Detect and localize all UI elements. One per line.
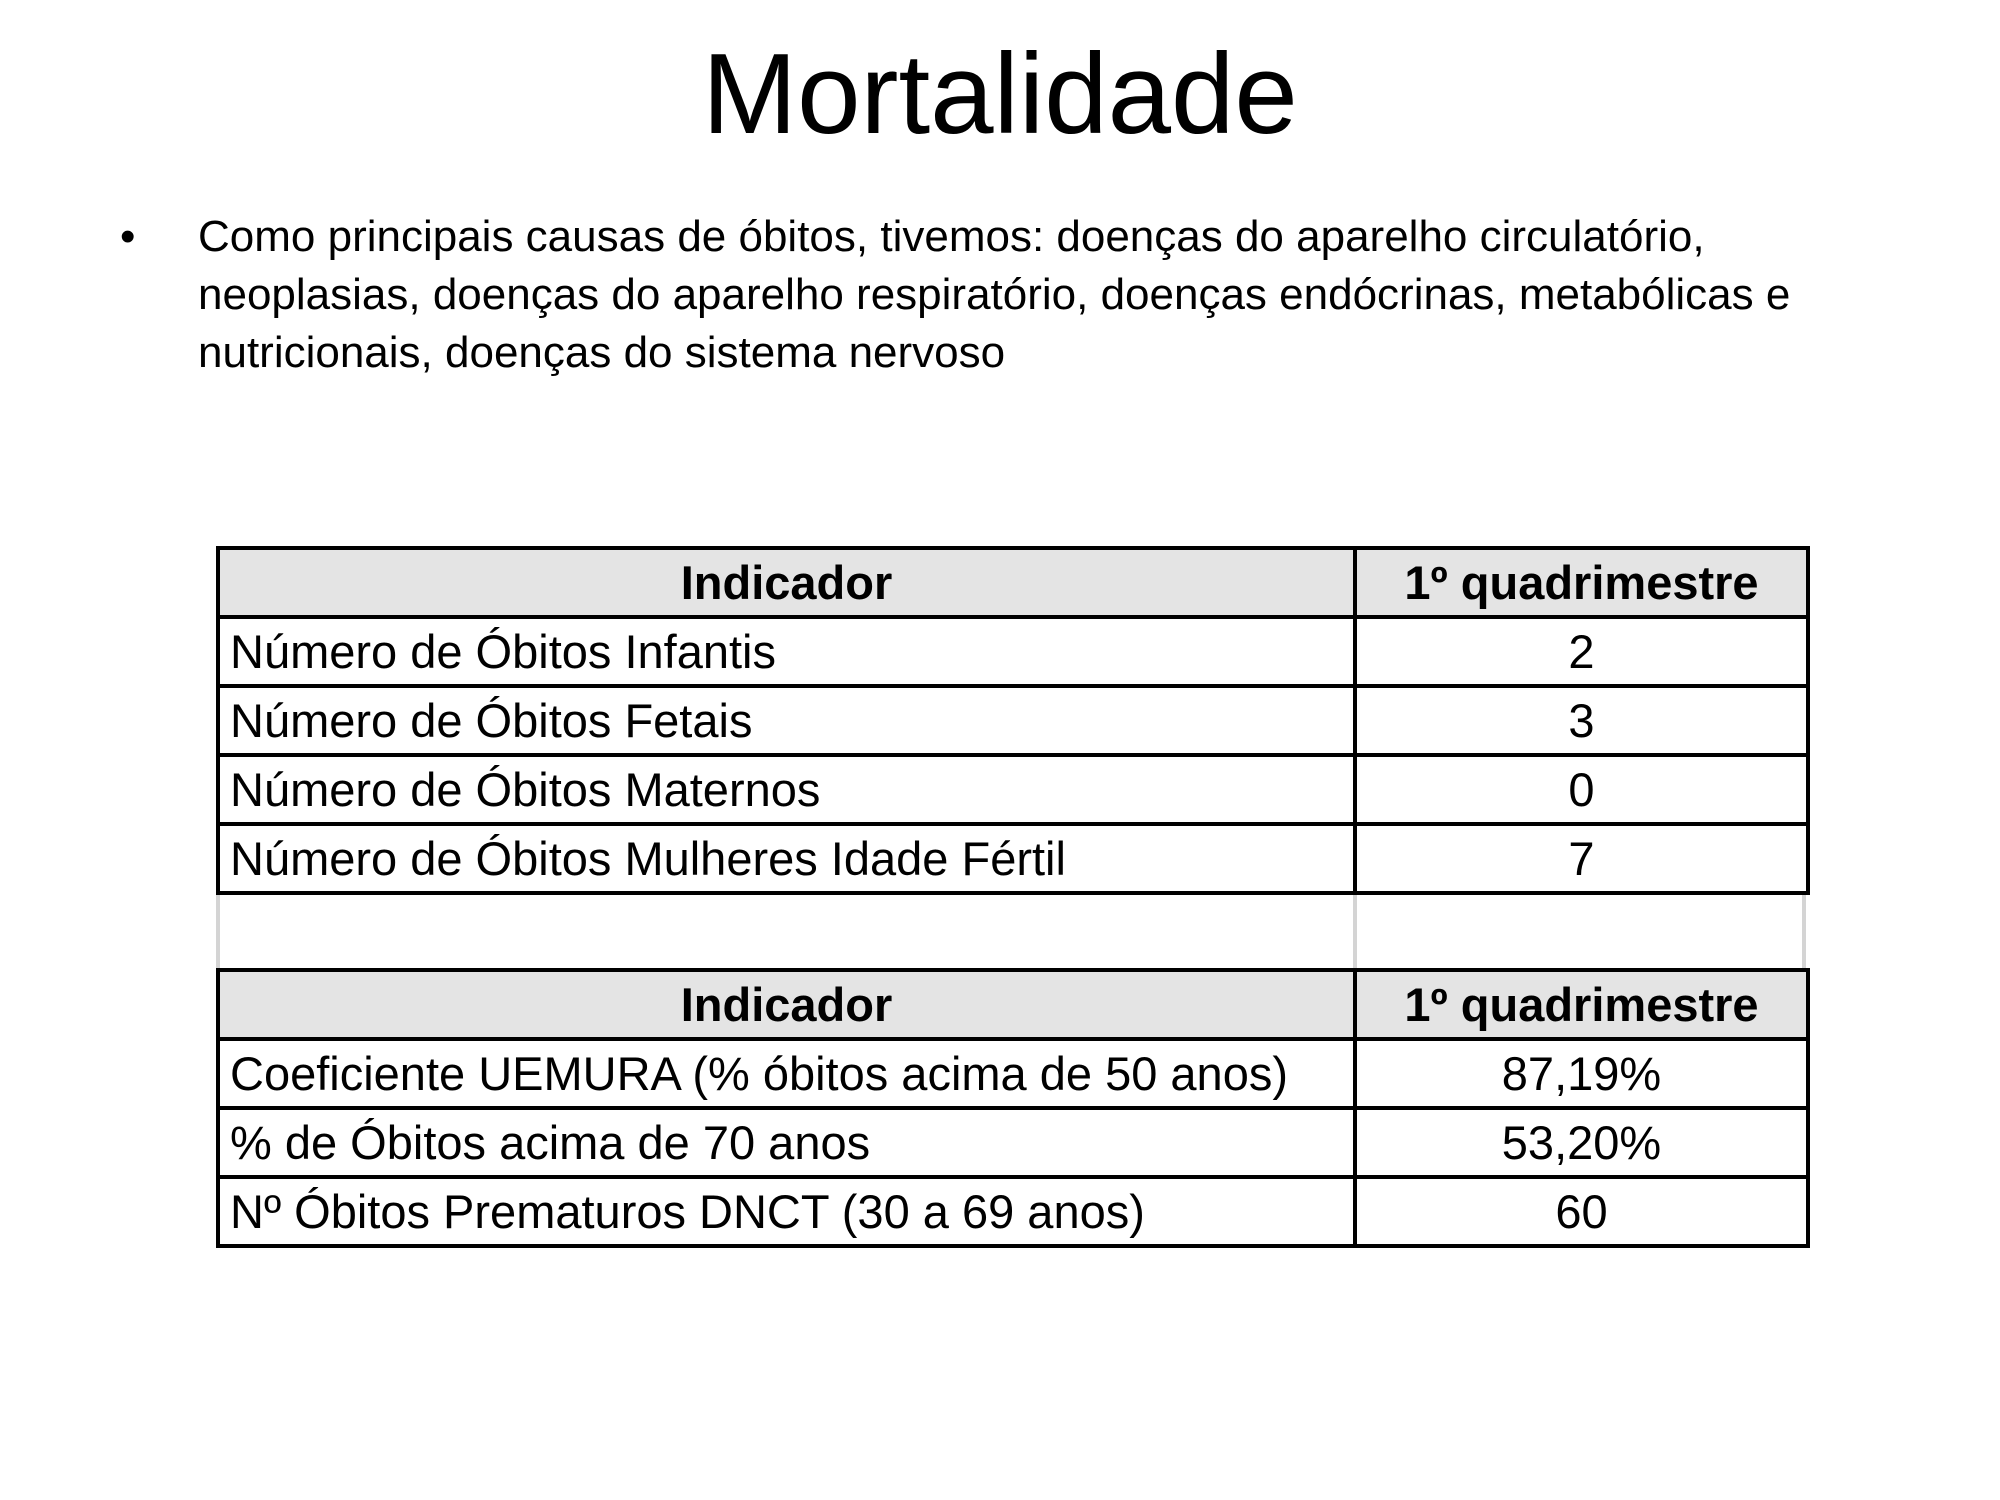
- indicator-name: Número de Óbitos Mulheres Idade Fértil: [218, 824, 1355, 893]
- table-row: [218, 1177, 1808, 1246]
- indicator-value: 7: [1355, 824, 1808, 893]
- indicator-name: Número de Óbitos Maternos: [218, 755, 1355, 824]
- spacer-cell: [1353, 895, 1806, 968]
- indicator-name: Número de Óbitos Fetais: [218, 686, 1355, 755]
- indicators-tables: [216, 546, 1806, 1248]
- indicator-name: % de Óbitos acima de 70 anos: [218, 1108, 1355, 1177]
- deaths-count-table: [216, 546, 1810, 895]
- column-header-quadrimester: 1º quadrimestre: [1355, 970, 1808, 1039]
- table-header-row: [218, 970, 1808, 1039]
- bullet-point: [120, 208, 1880, 382]
- table-header-row: [218, 548, 1808, 617]
- table-row: [218, 824, 1808, 893]
- column-header-indicator: Indicador: [218, 548, 1355, 617]
- column-header-quadrimester: 1º quadrimestre: [1355, 548, 1808, 617]
- indicator-name: Nº Óbitos Prematuros DNCT (30 a 69 anos): [218, 1177, 1355, 1246]
- table-row: [218, 617, 1808, 686]
- indicator-name: Número de Óbitos Infantis: [218, 617, 1355, 686]
- table-row: [218, 686, 1808, 755]
- table-row: [218, 1108, 1808, 1177]
- column-header-indicator: Indicador: [218, 970, 1355, 1039]
- indicator-value: 53,20%: [1355, 1108, 1808, 1177]
- deaths-rate-table: [216, 968, 1810, 1248]
- indicator-name: Coeficiente UEMURA (% óbitos acima de 50 anos): [218, 1039, 1355, 1108]
- indicator-value: 3: [1355, 686, 1808, 755]
- table-row: [218, 755, 1808, 824]
- bullet-icon: •: [120, 212, 136, 261]
- spacer-cell: [216, 895, 1353, 968]
- indicator-value: 60: [1355, 1177, 1808, 1246]
- table-spacer-row: [216, 895, 1806, 968]
- indicator-value: 87,19%: [1355, 1039, 1808, 1108]
- slide-title: Mortalidade: [702, 31, 1298, 158]
- indicator-value: 2: [1355, 617, 1808, 686]
- indicator-value: 0: [1355, 755, 1808, 824]
- bullet-text: Como principais causas de óbitos, tivemos: doenças do aparelho circulatório, neoplasias, doenças do aparelho respiratório, doenças endócrinas, metabólicas e nutricionais, doenças do sistema nervoso: [198, 212, 1791, 377]
- table-row: [218, 1039, 1808, 1108]
